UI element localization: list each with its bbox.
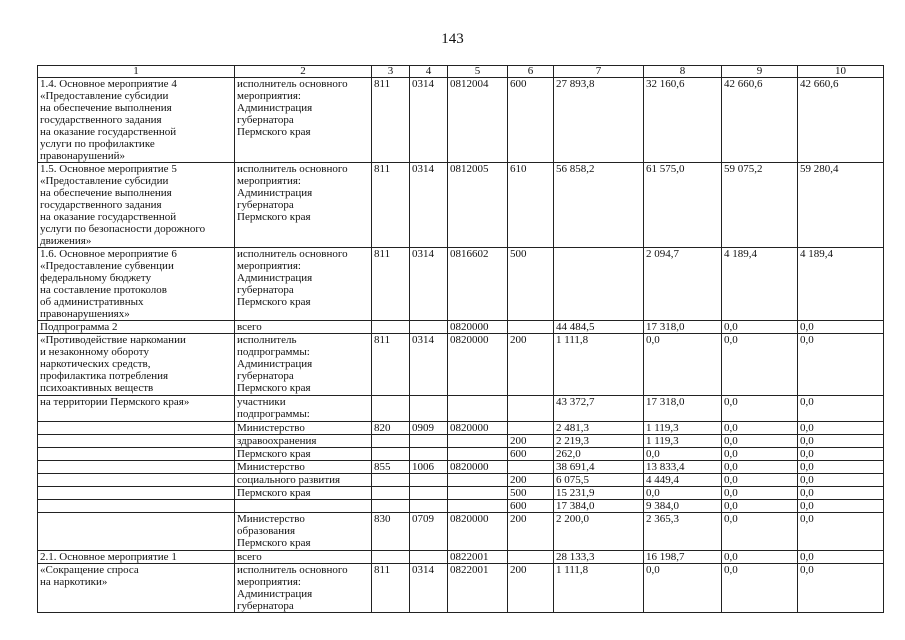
executor-cell: всего <box>235 321 372 334</box>
value-cell: 500 <box>508 248 554 321</box>
value-cell: 830 <box>372 513 410 551</box>
value-cell: 0,0 <box>644 487 722 500</box>
executor-cell: исполнитель основного мероприятия: Администрация губернатора Пермского края <box>235 78 372 163</box>
header-cell: 4 <box>410 66 448 78</box>
value-cell: 811 <box>372 334 410 396</box>
value-cell: 811 <box>372 78 410 163</box>
value-cell: 600 <box>508 448 554 461</box>
value-cell <box>372 321 410 334</box>
activity-cell: на территории Пермского края» <box>38 396 235 422</box>
value-cell: 13 833,4 <box>644 461 722 474</box>
value-cell: 200 <box>508 334 554 396</box>
value-cell: 0,0 <box>798 334 884 396</box>
activity-cell <box>38 435 235 448</box>
value-cell: 2 365,3 <box>644 513 722 551</box>
table-row <box>38 422 884 435</box>
budget-table <box>37 65 884 613</box>
value-cell <box>372 474 410 487</box>
value-cell <box>372 551 410 564</box>
value-cell: 610 <box>508 163 554 248</box>
value-cell: 0,0 <box>722 422 798 435</box>
value-cell: 200 <box>508 513 554 551</box>
value-cell: 0820000 <box>448 334 508 396</box>
header-cell: 2 <box>235 66 372 78</box>
value-cell <box>508 396 554 422</box>
value-cell: 2 094,7 <box>644 248 722 321</box>
value-cell: 32 160,6 <box>644 78 722 163</box>
activity-cell: Подпрограмма 2 <box>38 321 235 334</box>
value-cell: 0820000 <box>448 422 508 435</box>
value-cell: 9 384,0 <box>644 500 722 513</box>
value-cell: 0,0 <box>722 396 798 422</box>
executor-cell <box>235 500 372 513</box>
value-cell: 1 111,8 <box>554 334 644 396</box>
value-cell <box>410 321 448 334</box>
executor-cell: исполнитель основного мероприятия: Администрация губернатора Пермского края <box>235 248 372 321</box>
table-row <box>38 435 884 448</box>
executor-cell: всего <box>235 551 372 564</box>
table-row <box>38 564 884 613</box>
value-cell: 0909 <box>410 422 448 435</box>
value-cell: 4 189,4 <box>798 248 884 321</box>
value-cell <box>508 321 554 334</box>
value-cell: 59 075,2 <box>722 163 798 248</box>
value-cell: 0,0 <box>722 321 798 334</box>
value-cell: 0,0 <box>798 396 884 422</box>
value-cell: 6 075,5 <box>554 474 644 487</box>
activity-cell: 1.5. Основное мероприятие 5 «Предоставление субсидии на обеспечение выполнения государственного задания на оказание государственной услуги по безопасности дорожного движения» <box>38 163 235 248</box>
value-cell: 17 384,0 <box>554 500 644 513</box>
value-cell: 2 481,3 <box>554 422 644 435</box>
value-cell: 15 231,9 <box>554 487 644 500</box>
table-header-row <box>38 66 884 78</box>
activity-cell <box>38 513 235 551</box>
value-cell: 0314 <box>410 78 448 163</box>
executor-cell: исполнитель основного мероприятия: Администрация губернатора Пермского края <box>235 163 372 248</box>
value-cell: 0709 <box>410 513 448 551</box>
value-cell: 0822001 <box>448 564 508 613</box>
activity-cell: «Противодействие наркомании и незаконному обороту наркотических средств, профилактика потребления психоактивных веществ <box>38 334 235 396</box>
value-cell: 1 111,8 <box>554 564 644 613</box>
executor-cell: социального развития <box>235 474 372 487</box>
table-row <box>38 321 884 334</box>
value-cell: 56 858,2 <box>554 163 644 248</box>
table-row <box>38 163 884 248</box>
value-cell <box>372 500 410 513</box>
activity-cell: 1.4. Основное мероприятие 4 «Предоставление субсидии на обеспечение выполнения государственного задания на оказание государственной услуги по профилактике правонарушений» <box>38 78 235 163</box>
value-cell: 1 119,3 <box>644 422 722 435</box>
value-cell: 0,0 <box>722 461 798 474</box>
activity-cell <box>38 500 235 513</box>
value-cell <box>508 551 554 564</box>
activity-cell <box>38 487 235 500</box>
value-cell: 0,0 <box>798 564 884 613</box>
value-cell: 811 <box>372 163 410 248</box>
value-cell <box>508 461 554 474</box>
executor-cell: исполнитель подпрограммы: Администрация губернатора Пермского края <box>235 334 372 396</box>
header-cell: 6 <box>508 66 554 78</box>
executor-cell: исполнитель основного мероприятия: Администрация губернатора <box>235 564 372 613</box>
value-cell: 4 449,4 <box>644 474 722 487</box>
table-row <box>38 396 884 422</box>
table-row <box>38 334 884 396</box>
value-cell: 262,0 <box>554 448 644 461</box>
value-cell <box>554 248 644 321</box>
activity-cell: «Сокращение спроса на наркотики» <box>38 564 235 613</box>
executor-cell: Министерство <box>235 422 372 435</box>
value-cell: 0812005 <box>448 163 508 248</box>
value-cell: 0,0 <box>798 551 884 564</box>
value-cell <box>372 487 410 500</box>
value-cell <box>410 487 448 500</box>
value-cell: 4 189,4 <box>722 248 798 321</box>
value-cell: 0,0 <box>798 435 884 448</box>
value-cell: 0822001 <box>448 551 508 564</box>
value-cell <box>448 435 508 448</box>
value-cell <box>448 474 508 487</box>
value-cell: 0,0 <box>644 334 722 396</box>
table-row <box>38 513 884 551</box>
value-cell: 1 119,3 <box>644 435 722 448</box>
value-cell: 44 484,5 <box>554 321 644 334</box>
value-cell: 0,0 <box>722 334 798 396</box>
value-cell: 500 <box>508 487 554 500</box>
activity-cell <box>38 474 235 487</box>
table-row <box>38 461 884 474</box>
table-row <box>38 551 884 564</box>
value-cell: 0314 <box>410 248 448 321</box>
value-cell: 811 <box>372 564 410 613</box>
header-cell: 5 <box>448 66 508 78</box>
value-cell: 0820000 <box>448 513 508 551</box>
value-cell: 16 198,7 <box>644 551 722 564</box>
value-cell <box>410 474 448 487</box>
value-cell: 61 575,0 <box>644 163 722 248</box>
value-cell: 0,0 <box>798 422 884 435</box>
value-cell: 2 219,3 <box>554 435 644 448</box>
activity-cell: 2.1. Основное мероприятие 1 <box>38 551 235 564</box>
value-cell: 0,0 <box>798 513 884 551</box>
value-cell <box>448 396 508 422</box>
value-cell: 17 318,0 <box>644 396 722 422</box>
value-cell: 0314 <box>410 163 448 248</box>
executor-cell: Министерство <box>235 461 372 474</box>
value-cell: 0,0 <box>798 321 884 334</box>
value-cell: 0,0 <box>722 474 798 487</box>
executor-cell: Пермского края <box>235 448 372 461</box>
value-cell: 42 660,6 <box>798 78 884 163</box>
value-cell <box>410 551 448 564</box>
value-cell <box>448 448 508 461</box>
header-cell: 9 <box>722 66 798 78</box>
value-cell: 200 <box>508 435 554 448</box>
value-cell: 0,0 <box>798 461 884 474</box>
value-cell: 0816602 <box>448 248 508 321</box>
value-cell <box>410 448 448 461</box>
table-row <box>38 487 884 500</box>
header-cell: 7 <box>554 66 644 78</box>
value-cell: 42 660,6 <box>722 78 798 163</box>
value-cell: 0,0 <box>644 564 722 613</box>
activity-cell <box>38 461 235 474</box>
value-cell <box>448 500 508 513</box>
value-cell: 1006 <box>410 461 448 474</box>
executor-cell: Пермского края <box>235 487 372 500</box>
value-cell <box>410 500 448 513</box>
value-cell: 820 <box>372 422 410 435</box>
value-cell: 0820000 <box>448 461 508 474</box>
value-cell: 0,0 <box>644 448 722 461</box>
value-cell: 17 318,0 <box>644 321 722 334</box>
activity-cell <box>38 422 235 435</box>
value-cell: 0812004 <box>448 78 508 163</box>
table-row <box>38 474 884 487</box>
value-cell: 0,0 <box>798 448 884 461</box>
value-cell: 43 372,7 <box>554 396 644 422</box>
page-number: 143 <box>441 31 464 47</box>
value-cell <box>372 396 410 422</box>
value-cell: 0,0 <box>722 513 798 551</box>
value-cell: 0,0 <box>798 500 884 513</box>
value-cell: 855 <box>372 461 410 474</box>
value-cell <box>448 487 508 500</box>
value-cell: 38 691,4 <box>554 461 644 474</box>
value-cell <box>372 448 410 461</box>
header-cell: 10 <box>798 66 884 78</box>
value-cell: 0,0 <box>722 435 798 448</box>
value-cell: 0,0 <box>722 551 798 564</box>
value-cell: 0820000 <box>448 321 508 334</box>
header-cell: 3 <box>372 66 410 78</box>
value-cell: 0,0 <box>722 487 798 500</box>
executor-cell: здравоохранения <box>235 435 372 448</box>
value-cell: 0,0 <box>798 474 884 487</box>
value-cell: 2 200,0 <box>554 513 644 551</box>
table-row <box>38 448 884 461</box>
table-row <box>38 500 884 513</box>
activity-cell: 1.6. Основное мероприятие 6 «Предоставление субвенции федеральному бюджету на составление протоколов об административных правонарушениях» <box>38 248 235 321</box>
value-cell: 0,0 <box>722 564 798 613</box>
value-cell: 811 <box>372 248 410 321</box>
value-cell: 600 <box>508 78 554 163</box>
header-cell: 1 <box>38 66 235 78</box>
value-cell <box>410 435 448 448</box>
table-row <box>38 78 884 163</box>
header-cell: 8 <box>644 66 722 78</box>
table-row <box>38 248 884 321</box>
value-cell <box>508 422 554 435</box>
value-cell: 200 <box>508 564 554 613</box>
executor-cell: участники подпрограммы: <box>235 396 372 422</box>
activity-cell <box>38 448 235 461</box>
value-cell: 0,0 <box>798 487 884 500</box>
value-cell <box>410 396 448 422</box>
value-cell: 27 893,8 <box>554 78 644 163</box>
value-cell: 0314 <box>410 564 448 613</box>
value-cell <box>372 435 410 448</box>
value-cell: 0314 <box>410 334 448 396</box>
value-cell: 28 133,3 <box>554 551 644 564</box>
value-cell: 0,0 <box>722 500 798 513</box>
value-cell: 600 <box>508 500 554 513</box>
value-cell: 0,0 <box>722 448 798 461</box>
value-cell: 200 <box>508 474 554 487</box>
executor-cell: Министерство образования Пермского края <box>235 513 372 551</box>
value-cell: 59 280,4 <box>798 163 884 248</box>
